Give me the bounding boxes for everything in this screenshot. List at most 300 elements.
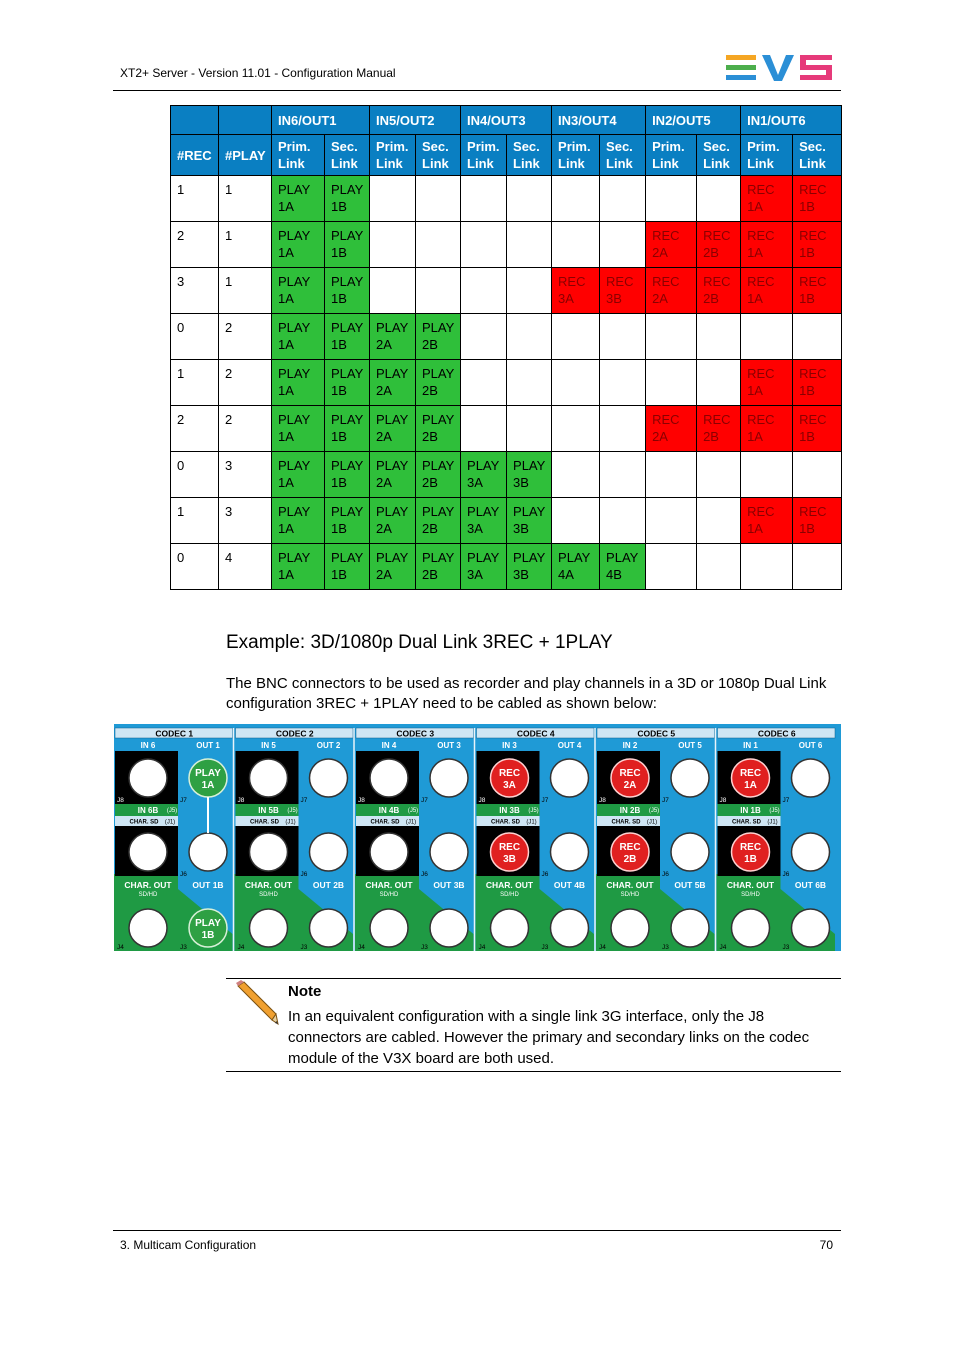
char-sd-label: CHAR. SD [611,819,641,826]
empty-cell [741,452,793,498]
jack-label: J6 [541,871,549,878]
bnc-connector-j3 [551,909,589,947]
empty-cell [461,360,507,406]
input-label: IN 2 [622,741,638,750]
rec-cell: REC 1A [741,222,793,268]
rec-cell: REC 1B [793,176,842,222]
prim-link-header: Prim. Link [741,135,793,176]
play-cell: PLAY 3B [507,452,552,498]
connector-label: PLAY [195,918,221,929]
jack-label: J3 [421,944,428,951]
rec-count: 1 [171,360,219,406]
sdhd-label: SD/HD [620,892,640,898]
empty-cell [697,498,741,544]
empty-cell [697,452,741,498]
j5-label: (J5) [528,808,539,814]
connector-label: 1B [201,930,215,941]
empty-cell [697,360,741,406]
jack-label: J3 [662,944,669,951]
play-cell: PLAY 2A [370,406,416,452]
connector-label: REC [619,768,641,779]
bnc-connector-j3 [792,909,830,947]
prim-link-header: Prim. Link [552,135,600,176]
empty-cell [552,406,600,452]
bnc-connector-j7 [310,759,348,797]
table-row [171,452,842,498]
play-cell: PLAY 2B [416,314,461,360]
prim-link-header: Prim. Link [370,135,416,176]
header-row-groups [171,106,842,135]
rec-cell: REC 2A [646,406,697,452]
group-header: IN6/OUT1 [272,106,370,135]
connector-label: 2A [623,780,637,791]
j1-label: (J1) [767,819,778,826]
jack-label: J7 [180,797,187,804]
j1-label: (J1) [285,819,296,826]
play-count-header: #PLAY [219,135,272,176]
bnc-connector-j3 [671,909,709,947]
char-sd-label: CHAR. SD [490,819,521,826]
note-rule-bottom [226,1071,841,1072]
rec-cell: REC 2B [697,222,741,268]
sec-link-header: Sec. Link [507,135,552,176]
empty-cell [646,176,697,222]
j1-label: (J1) [164,819,176,826]
codec-label: CODEC 6 [757,728,796,739]
output-b-label: OUT 6B [794,880,827,890]
j1-label: (J1) [405,819,417,826]
play-cell: PLAY 3A [461,498,507,544]
in-b-label: IN 4B [378,806,400,815]
empty-cell [646,498,697,544]
jack-label: J8 [117,797,124,804]
jack-label: J8 [719,797,727,804]
in-b-label: IN 5B [258,806,279,815]
output-label: OUT 5 [678,741,702,750]
jack-label: J7 [300,797,308,804]
jack-label: J3 [300,944,308,951]
sec-link-header: Sec. Link [325,135,370,176]
play-cell: PLAY 1A [272,452,325,498]
rec-cell: REC 1A [741,360,793,406]
bnc-connector-j8 [129,759,167,797]
rec-cell: REC 1B [793,222,842,268]
play-cell: PLAY 1B [325,314,370,360]
rec-cell: REC 2A [646,268,697,314]
connector-label: REC [498,768,521,779]
prim-link-header: Prim. Link [272,135,325,176]
j1-label: (J1) [526,819,537,826]
rec-cell: REC 1B [793,360,842,406]
table-row [171,222,842,268]
table-row [171,314,842,360]
empty-cell [461,176,507,222]
jack-label: J4 [599,944,606,951]
output-b-label: OUT 5B [674,880,706,890]
bnc-connector-j5 [370,833,408,871]
jack-label: J8 [237,797,245,804]
header-rule [113,90,841,91]
codec-label: CODEC 1 [155,728,194,739]
play-cell: PLAY 1B [325,176,370,222]
output-label: OUT 3 [437,741,461,750]
header-row-links [171,135,842,176]
empty-cell [741,544,793,590]
codec-label: CODEC 4 [516,728,555,739]
prim-link-header: Prim. Link [646,135,697,176]
empty-cell [370,176,416,222]
connector-label: 1A [744,780,757,791]
bnc-connector-j8 [250,759,288,797]
bnc-connector-j4 [250,909,288,947]
char-sd-label: CHAR. SD [249,819,280,826]
rec-cell: REC 1B [793,268,842,314]
bnc-connector-j6 [671,833,709,871]
codec-label: CODEC 2 [275,728,314,739]
jack-label: J8 [599,797,606,804]
play-cell: PLAY 1A [272,268,325,314]
header-empty-cell [171,106,219,135]
table-row [171,360,842,406]
rec-count: 1 [171,176,219,222]
jack-label: J3 [541,944,549,951]
input-label: IN 5 [261,741,276,750]
jack-label: J8 [358,797,365,804]
play-cell: PLAY 2A [370,498,416,544]
play-count: 2 [219,314,272,360]
in-b-label: IN 3B [499,806,520,815]
rec-cell: REC 3B [600,268,646,314]
jack-label: J4 [237,944,245,951]
sec-link-header: Sec. Link [697,135,741,176]
rec-cell: REC 2A [646,222,697,268]
empty-cell [416,268,461,314]
play-cell: PLAY 1B [325,544,370,590]
input-label: IN 4 [381,741,397,750]
play-cell: PLAY 2A [370,360,416,406]
sec-link-header: Sec. Link [416,135,461,176]
page-header-title: XT2+ Server - Version 11.01 - Configuration Manual [120,66,396,80]
play-cell: PLAY 1B [325,360,370,406]
char-out-label: CHAR. OUT [485,880,534,890]
bnc-connector-j4 [129,909,167,947]
bnc-connector-j3 [310,909,348,947]
rec-cell: REC 1B [793,498,842,544]
play-cell: PLAY 1A [272,406,325,452]
output-label: OUT 6 [798,741,823,750]
connector-label: 3B [503,854,516,865]
prim-link-header: Prim. Link [461,135,507,176]
char-out-label: CHAR. OUT [726,880,775,890]
play-cell: PLAY 2B [416,498,461,544]
empty-cell [600,176,646,222]
jack-label: J7 [662,797,669,804]
jack-label: J4 [358,944,365,951]
bnc-connector-j6 [310,833,348,871]
play-cell: PLAY 2B [416,406,461,452]
group-header: IN1/OUT6 [741,106,842,135]
empty-cell [697,314,741,360]
jack-label: J7 [782,797,790,804]
empty-cell [507,314,552,360]
footer-rule [113,1230,841,1231]
empty-cell [552,452,600,498]
play-cell: PLAY 3A [461,452,507,498]
empty-cell [793,314,842,360]
empty-cell [552,314,600,360]
rec-cell: REC 1A [741,498,793,544]
play-count: 3 [219,498,272,544]
note-rule-top [226,978,841,979]
header-empty-cell [219,106,272,135]
char-sd-label: CHAR. SD [370,819,400,826]
empty-cell [600,406,646,452]
section-paragraph: The BNC connectors to be used as recorder and play channels in a 3D or 1080p Dual Link configuration 3REC + 1PLAY need to be cabled as shown below: [226,675,827,712]
rec-cell: REC 2B [697,268,741,314]
play-cell: PLAY 3A [461,544,507,590]
char-sd-label: CHAR. SD [731,819,762,826]
page-number: 70 [819,1238,833,1252]
jack-label: J6 [300,871,308,878]
group-header: IN5/OUT2 [370,106,461,135]
j5-label: (J5) [648,808,660,814]
jack-label: J4 [478,944,486,951]
empty-cell [552,498,600,544]
multicam-config-table [170,105,842,590]
empty-cell [600,222,646,268]
empty-cell [461,222,507,268]
empty-cell [552,222,600,268]
play-count: 3 [219,452,272,498]
bnc-connector-j7 [430,759,468,797]
empty-cell [600,360,646,406]
empty-cell [507,176,552,222]
in-b-label: IN 2B [619,806,641,815]
empty-cell [646,314,697,360]
play-count: 1 [219,222,272,268]
empty-cell [741,314,793,360]
char-out-label: CHAR. OUT [606,880,654,890]
note-title: Note [288,983,322,1000]
jack-label: J4 [719,944,727,951]
char-sd-label: CHAR. SD [129,819,159,826]
output-label: OUT 1 [196,741,220,750]
empty-cell [416,176,461,222]
char-out-label: CHAR. OUT [124,880,172,890]
connector-label: PLAY [195,768,221,779]
output-b-label: OUT 1B [192,880,224,890]
empty-cell [793,544,842,590]
output-label: OUT 4 [557,741,582,750]
sdhd-label: SD/HD [741,892,760,898]
connector-label: 1A [201,780,215,791]
jack-label: J6 [782,871,790,878]
table-row [171,406,842,452]
output-label: OUT 2 [316,741,341,750]
empty-cell [646,360,697,406]
input-label: IN 1 [743,741,758,750]
play-cell: PLAY 2A [370,452,416,498]
bnc-connector-j7 [792,759,830,797]
empty-cell [370,268,416,314]
v3x-board-diagram [114,724,841,951]
empty-cell [552,360,600,406]
empty-cell [646,452,697,498]
bnc-connector-j4 [732,909,770,947]
in-b-label: IN 6B [137,806,159,815]
empty-cell [793,452,842,498]
jack-label: J6 [421,871,428,878]
empty-cell [507,406,552,452]
bnc-connector-j7 [671,759,709,797]
rec-count: 3 [171,268,219,314]
group-header: IN2/OUT5 [646,106,741,135]
connector-label: REC [619,842,641,853]
empty-cell [697,176,741,222]
bnc-connector-j4 [491,909,529,947]
codec-label: CODEC 3 [396,728,435,739]
jack-label: J8 [478,797,486,804]
play-cell: PLAY 3B [507,544,552,590]
empty-cell [370,222,416,268]
bnc-connector-j7 [551,759,589,797]
connector-label: 1B [744,854,757,865]
connector-label: REC [498,842,521,853]
jack-label: J6 [662,871,669,878]
empty-cell [461,314,507,360]
bnc-connector-j6 [551,833,589,871]
j1-label: (J1) [646,819,658,826]
rec-count: 1 [171,498,219,544]
empty-cell [697,544,741,590]
bnc-connector-j5 [250,833,288,871]
output-b-label: OUT 4B [553,880,586,890]
sdhd-label: SD/HD [500,892,519,898]
group-header: IN3/OUT4 [552,106,646,135]
play-cell: PLAY 1A [272,360,325,406]
rec-cell: REC 2B [697,406,741,452]
play-cell: PLAY 2B [416,360,461,406]
codec-label: CODEC 5 [637,728,676,739]
rec-count: 2 [171,222,219,268]
jack-label: J7 [421,797,428,804]
play-cell: PLAY 2A [370,544,416,590]
group-header: IN4/OUT3 [461,106,552,135]
empty-cell [600,314,646,360]
rec-count: 0 [171,452,219,498]
note-text: In an equivalent configuration with a single link 3G interface, only the J8 connectors are cabled. However the primary and secondary links on the codec module of the V3X board are both used. [288,1008,810,1067]
empty-cell [507,360,552,406]
sdhd-label: SD/HD [259,892,278,898]
input-label: IN 3 [502,741,517,750]
table-row [171,498,842,544]
j5-label: (J5) [407,808,419,814]
play-count: 2 [219,360,272,406]
play-cell: PLAY 2B [416,452,461,498]
play-count: 1 [219,176,272,222]
rec-cell: REC 1A [741,406,793,452]
rec-cell: REC 1A [741,176,793,222]
empty-cell [600,452,646,498]
pencil-icon [232,980,280,1026]
play-cell: PLAY 1B [325,452,370,498]
j5-label: (J5) [287,808,298,814]
jack-label: J4 [117,944,124,951]
empty-cell [507,268,552,314]
bnc-connector-j6 [189,833,227,871]
j5-label: (J5) [769,808,780,814]
play-cell: PLAY 2B [416,544,461,590]
bnc-connector-j4 [370,909,408,947]
empty-cell [461,406,507,452]
jack-label: J3 [782,944,790,951]
rec-cell: REC 1A [741,268,793,314]
char-out-label: CHAR. OUT [365,880,413,890]
empty-cell [600,498,646,544]
play-cell: PLAY 1A [272,176,325,222]
empty-cell [646,544,697,590]
rec-cell: REC 1B [793,406,842,452]
rec-cell: REC 3A [552,268,600,314]
rec-count: 0 [171,314,219,360]
rec-count: 2 [171,406,219,452]
play-cell: PLAY 1A [272,498,325,544]
char-out-label: CHAR. OUT [244,880,293,890]
bnc-connector-j6 [792,833,830,871]
input-label: IN 6 [140,741,156,750]
play-cell: PLAY 1B [325,222,370,268]
rec-count: 0 [171,544,219,590]
play-count: 4 [219,544,272,590]
connector-label: 3A [503,780,516,791]
play-cell: PLAY 1B [325,268,370,314]
connector-label: REC [739,842,762,853]
connector-label: REC [739,768,762,779]
connector-label: 2B [623,854,637,865]
jack-label: J6 [180,871,187,878]
sdhd-label: SD/HD [138,892,158,898]
play-cell: PLAY 3B [507,498,552,544]
table-row [171,268,842,314]
bnc-connector-j4 [611,909,649,947]
play-cell: PLAY 1A [272,314,325,360]
play-cell: PLAY 1A [272,544,325,590]
sdhd-label: SD/HD [379,892,399,898]
sec-link-header: Sec. Link [793,135,842,176]
output-b-label: OUT 2B [312,880,345,890]
table-row [171,544,842,590]
empty-cell [552,176,600,222]
table-row [171,176,842,222]
play-cell: PLAY 2A [370,314,416,360]
bnc-connector-j3 [430,909,468,947]
play-cell: PLAY 1B [325,406,370,452]
play-cell: PLAY 1B [325,498,370,544]
empty-cell [507,222,552,268]
empty-cell [461,268,507,314]
rec-count-header: #REC [171,135,219,176]
empty-cell [416,222,461,268]
output-b-label: OUT 3B [433,880,465,890]
bnc-connector-j5 [129,833,167,871]
play-count: 2 [219,406,272,452]
evs-logo [726,53,834,83]
play-count: 1 [219,268,272,314]
bnc-connector-j8 [370,759,408,797]
play-cell: PLAY 4A [552,544,600,590]
jack-label: J7 [541,797,549,804]
footer-chapter: 3. Multicam Configuration [120,1238,257,1252]
